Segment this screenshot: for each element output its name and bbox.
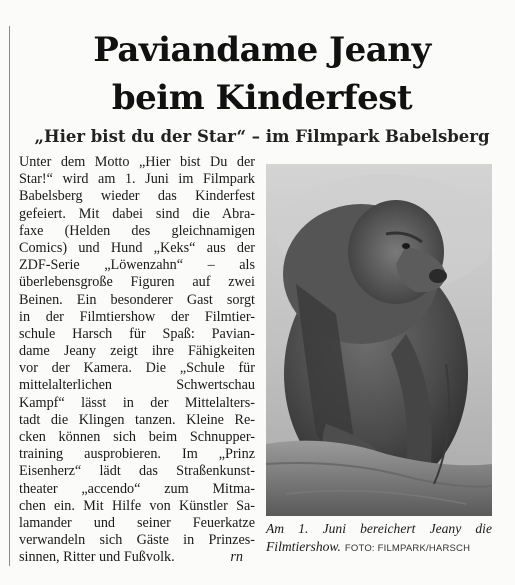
article-headline	[20, 26, 504, 122]
body-line: cken können sich beim Schnupper-	[19, 429, 255, 445]
baboon-image	[266, 164, 492, 516]
body-line: theater „accendo“ zum Mitma-	[19, 480, 255, 497]
body-line: Unter dem Motto „Hier bist Du der	[19, 154, 255, 170]
author-signature: rn	[230, 549, 243, 566]
headline-line-2: beim Kinderfest	[111, 78, 413, 118]
body-line: lamander und seiner Feuerkatze	[19, 514, 255, 531]
body-line: verwandeln sich Gäste in Prinzes-	[19, 532, 255, 549]
body-line: ZDF-Serie „Löwenzahn“ – als	[19, 257, 255, 274]
body-line: mittelalterlichen Schwertschau	[19, 377, 255, 394]
headline-line-1: Paviandame Jeany	[93, 30, 431, 70]
article-subheadline: „Hier bist du der Star“ – im Filmpark Babelsberg	[34, 127, 490, 146]
body-line: tadt die Klingen tanzen. Kleine Re-	[19, 411, 255, 428]
body-line: chen ein. Mit Hilfe von Künstler Sa-	[19, 497, 255, 514]
body-line: sinnen, Ritter und Fußvolk.	[19, 549, 175, 566]
photo-caption	[266, 520, 492, 557]
caption-line-1: Am 1. Juni bereichert Jeany die	[266, 521, 492, 536]
body-line: gefeiert. Mit dabei sind die Abra-	[19, 205, 255, 222]
caption-line-2-text: Filmtiershow.	[266, 538, 341, 554]
body-line: dame Jeany zeigt ihre Fähigkeiten	[19, 343, 255, 360]
body-line: Kampf“ lässt in der Mittelalters-	[19, 394, 255, 411]
body-line: training ausprobieren. Im „Prinz	[19, 446, 255, 463]
body-line: faxe (Helden des gleichnamigen	[19, 222, 255, 239]
body-line: in der Filmtiershow der Filmtier-	[19, 308, 255, 325]
body-line: Comics) und Hund „Keks“ aus der	[19, 239, 255, 256]
body-line: Star!“ wird am 1. Juni im Filmpark	[19, 171, 255, 188]
body-line: vor der Kamera. Die „Schule für	[19, 360, 255, 377]
body-line: Eisenherz“ lädt das Straßenkunst-	[19, 463, 255, 480]
body-last-line	[19, 549, 255, 566]
article-body	[19, 154, 255, 567]
baboon-photo	[266, 164, 492, 516]
column-rule	[9, 26, 10, 566]
body-line: schule Harsch für Spaß: Pavian-	[19, 325, 255, 342]
body-line: überlebensgroße Figuren auf zwei	[19, 274, 255, 291]
body-line: Babelsberg wieder das Kinderfest	[19, 188, 255, 205]
body-line: Beinen. Ein besonderer Gast sorgt	[19, 291, 255, 308]
photo-credit: FOTO: FILMPARK/HARSCH	[344, 542, 471, 554]
caption-line-2	[266, 538, 492, 558]
